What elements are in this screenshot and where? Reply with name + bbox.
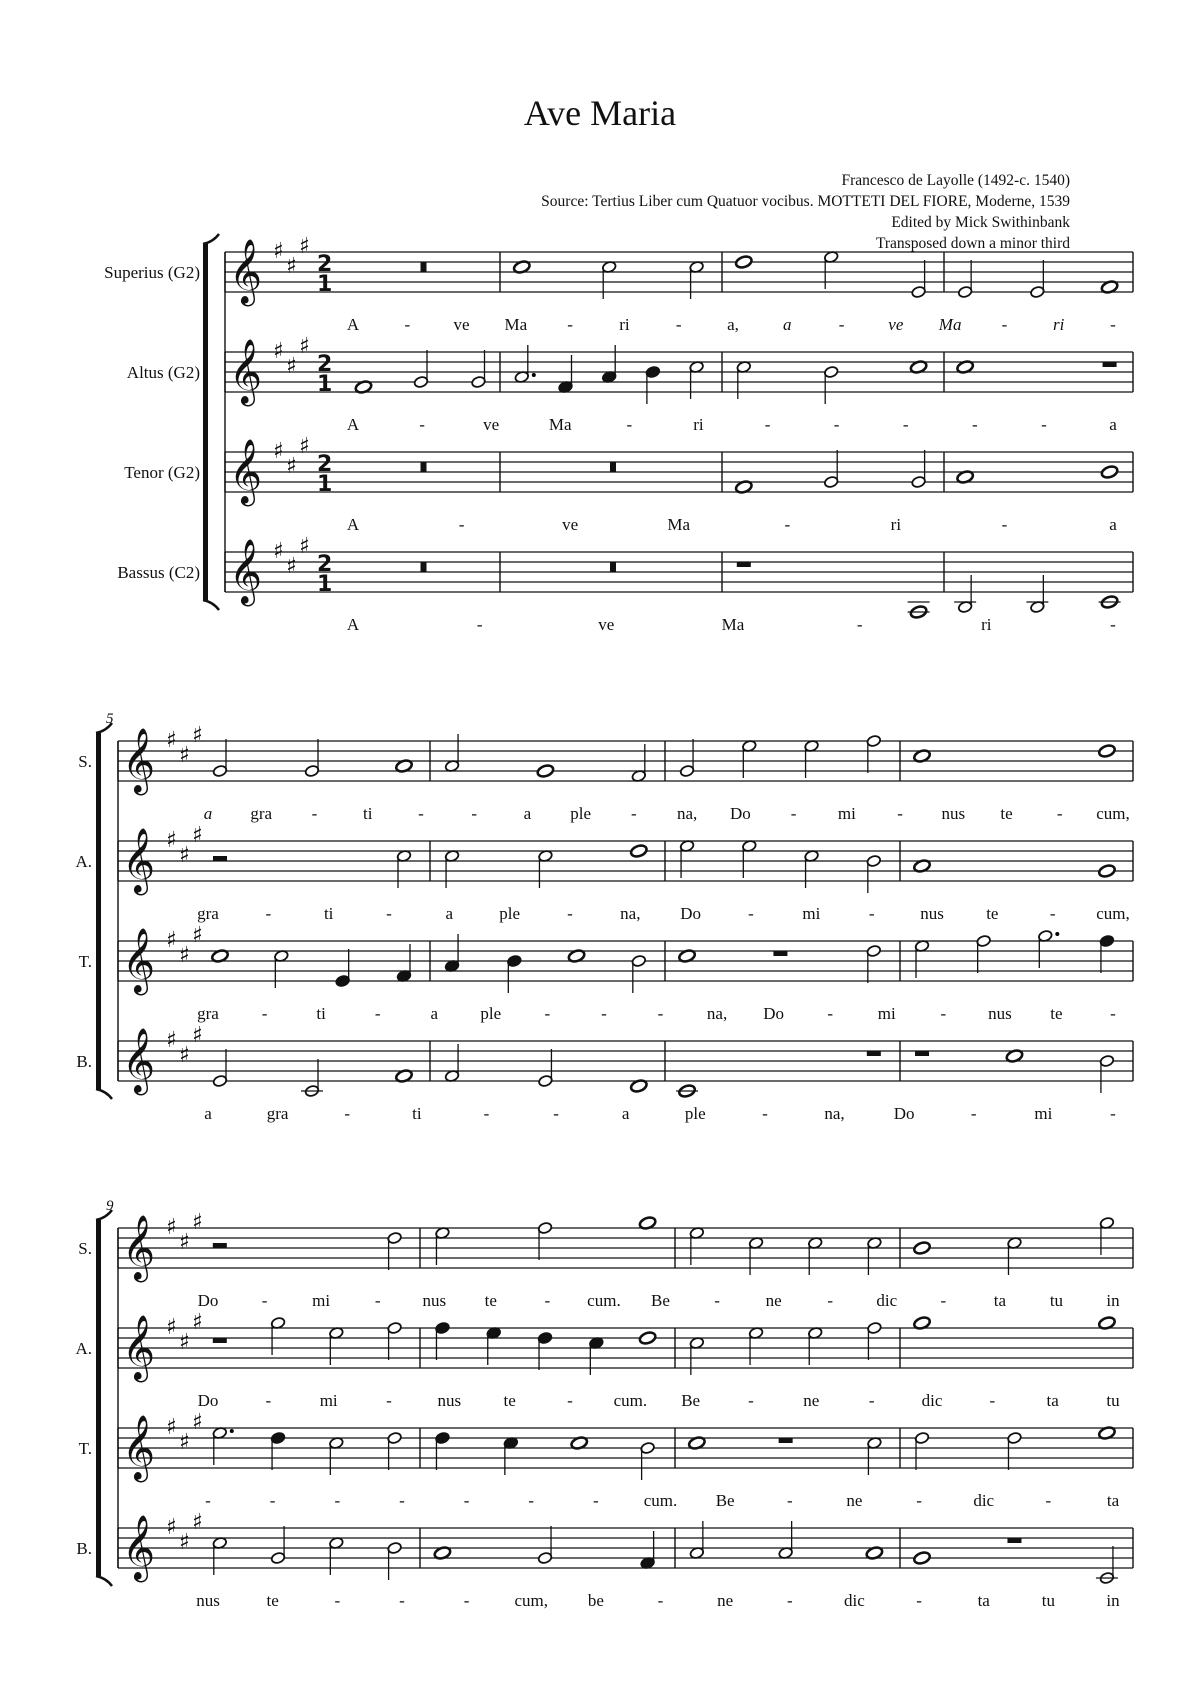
lyric-syllable: te <box>484 1291 497 1310</box>
staff-a-sys2 <box>118 823 1133 895</box>
lyric-syllable: - <box>675 315 682 334</box>
sharp-icon: ♯ <box>166 1215 177 1240</box>
sharp-icon: ♯ <box>192 1310 203 1335</box>
lyric-syllable: te <box>986 904 999 923</box>
lyric-syllable: ve <box>888 315 904 334</box>
lyric-syllable: ta <box>977 1591 990 1610</box>
part-name: B. <box>76 1052 92 1071</box>
lyric-syllable: nus <box>196 1591 220 1610</box>
treble-clef-icon: 𝄞 <box>122 1028 156 1093</box>
lyric-syllable: ri <box>693 415 704 434</box>
lyric-syllable: a <box>203 804 213 823</box>
lyric-syllable: na, <box>824 1104 845 1123</box>
staff-a-sys1 <box>225 334 1133 406</box>
note-head <box>1098 864 1116 879</box>
lyric-syllable: tu <box>1049 1291 1064 1310</box>
sharp-icon: ♯ <box>166 1028 177 1053</box>
staff-b-sys1 <box>225 534 1133 619</box>
lyric-syllable: ve <box>483 415 500 434</box>
lyric-syllable: te <box>1000 804 1013 823</box>
lyric-syllable: - <box>631 804 637 823</box>
lyric-syllable: nus <box>437 1391 462 1410</box>
lyric-syllable: a, <box>727 315 739 334</box>
time-signature-bottom: 1 <box>317 572 333 597</box>
sharp-icon: ♯ <box>179 843 190 868</box>
lyric-syllable: mi <box>837 804 856 823</box>
whole-rest-icon <box>737 562 751 567</box>
lyric-syllable: a <box>430 1004 439 1023</box>
lyric-syllable: - <box>784 515 791 534</box>
bracket-bottom <box>96 1576 112 1586</box>
lyric-syllable: - <box>902 415 909 434</box>
lyric-syllable: - <box>916 1491 922 1510</box>
lyric-syllable: - <box>404 315 411 334</box>
whole-rest-icon <box>1007 1538 1021 1543</box>
treble-clef-icon: 𝄞 <box>122 828 156 893</box>
lyric-syllable: - <box>838 315 845 334</box>
lyric-syllable: - <box>544 1004 551 1023</box>
note-head <box>735 255 753 270</box>
lyric-syllable: nus <box>988 1004 1012 1023</box>
page-title: Ave Maria <box>523 93 677 133</box>
source-credit: Source: Tertius Liber cum Quatuor vocibus. MOTTETI DEL FIORE, Moderne, 1539 <box>541 193 1070 210</box>
staff-b-sys3 <box>118 1510 1133 1585</box>
lyric-syllable: ve <box>598 615 615 634</box>
lyric-syllable: A <box>346 515 360 534</box>
sharp-icon: ♯ <box>192 723 203 748</box>
lyric-syllable: - <box>386 1391 392 1410</box>
lyric-syllable: - <box>544 1291 551 1310</box>
lyric-syllable: - <box>1045 1491 1052 1510</box>
lyric-syllable: - <box>971 415 978 434</box>
lyric-syllable: - <box>714 1291 720 1310</box>
lyric-syllable: - <box>471 804 478 823</box>
sharp-icon: ♯ <box>166 828 177 853</box>
lyric-syllable: ve <box>562 515 579 534</box>
bracket-top <box>203 234 219 244</box>
sharp-icon: ♯ <box>273 339 284 364</box>
lyric-syllable: A <box>346 315 360 334</box>
treble-clef-icon: 𝄞 <box>122 1515 156 1580</box>
lyric-syllable: - <box>265 904 272 923</box>
lyric-syllable: ple <box>499 904 521 923</box>
part-name: S. <box>78 752 92 771</box>
staff-t-sys1 <box>225 434 1133 506</box>
lyric-syllable: cum, <box>1096 904 1130 923</box>
sharp-icon: ♯ <box>179 943 190 968</box>
sharp-icon: ♯ <box>192 1510 203 1535</box>
lyric-syllable: - <box>311 804 318 823</box>
whole-rest-icon <box>213 1338 227 1343</box>
dot <box>1055 932 1059 936</box>
part-name: Tenor (G2) <box>124 463 200 482</box>
lyric-syllable: gra <box>197 1004 219 1023</box>
system-bracket <box>96 1220 101 1576</box>
lyric-syllable: - <box>748 1391 754 1410</box>
breve-rest-icon <box>610 562 616 572</box>
lyric-syllable: - <box>827 1004 834 1023</box>
lyric-syllable: Ma <box>667 515 691 534</box>
time-signature-top: 2 <box>317 352 333 377</box>
lyric-syllable: ti <box>362 804 373 823</box>
lyric-syllable: - <box>989 1391 996 1410</box>
time-signature-bottom: 1 <box>317 372 333 397</box>
lyric-syllable: - <box>868 1391 875 1410</box>
sharp-icon: ♯ <box>299 334 310 359</box>
lyric-syllable: dic <box>876 1291 898 1310</box>
lyric-syllable: - <box>334 1491 341 1510</box>
lyric-syllable: Do <box>763 1004 785 1023</box>
lyric-syllable: gra <box>197 904 219 923</box>
note-head <box>638 1331 656 1346</box>
staff-s-sys3 <box>118 1210 1133 1282</box>
lyric-syllable: na, <box>676 804 698 823</box>
lyric-syllable: - <box>1056 804 1063 823</box>
lyric-syllable: - <box>940 1004 947 1023</box>
system-bracket <box>203 244 208 600</box>
lyric-syllable: - <box>265 1391 272 1410</box>
lyric-syllable: - <box>868 904 875 923</box>
lyric-syllable: Ma <box>938 315 962 334</box>
lyric-syllable: - <box>748 904 754 923</box>
lyric-syllable: nus <box>920 904 944 923</box>
lyric-syllable: Be <box>715 1491 735 1510</box>
whole-rest-icon <box>1103 362 1117 367</box>
lyric-syllable: - <box>344 1104 351 1123</box>
lyric-syllable: - <box>657 1591 664 1610</box>
lyric-syllable: gra <box>250 804 273 823</box>
lyric-syllable: mi <box>319 1391 338 1410</box>
time-signature-bottom: 1 <box>317 272 333 297</box>
lyric-syllable: dic <box>844 1591 865 1610</box>
sharp-icon: ♯ <box>192 923 203 948</box>
sharp-icon: ♯ <box>299 534 310 559</box>
note-head <box>1100 465 1118 480</box>
measure-number: 9 <box>106 1198 114 1214</box>
lyric-syllable: a <box>1109 415 1117 434</box>
lyric-syllable: Do <box>893 1104 915 1123</box>
lyric-syllable: tu <box>1106 1391 1120 1410</box>
dot <box>230 1429 234 1433</box>
lyric-syllable: - <box>334 1591 341 1610</box>
lyric-syllable: ne <box>717 1591 734 1610</box>
dot <box>532 373 536 377</box>
lyric-syllable: te <box>503 1391 516 1410</box>
lyric-syllable: a <box>783 315 792 334</box>
lyric-syllable: - <box>419 415 425 434</box>
lyric-syllable: - <box>593 1491 599 1510</box>
time-signature-top: 2 <box>317 452 333 477</box>
lyric-syllable: - <box>970 1104 977 1123</box>
treble-clef-icon: 𝄞 <box>122 1315 156 1380</box>
lyric-syllable: - <box>261 1004 268 1023</box>
lyric-syllable: Ma <box>548 415 572 434</box>
lyric-syllable: - <box>463 1491 470 1510</box>
lyric-syllable: A <box>346 415 360 434</box>
lyric-syllable: cum. <box>613 1391 648 1410</box>
lyric-syllable: A <box>346 615 360 634</box>
lyric-syllable: ta <box>993 1291 1007 1310</box>
lyric-syllable: - <box>567 1391 573 1410</box>
bracket-bottom <box>203 600 219 610</box>
lyric-syllable: - <box>399 1591 405 1610</box>
lyric-syllable: - <box>1110 1004 1116 1023</box>
lyric-syllable: - <box>790 804 797 823</box>
sharp-icon: ♯ <box>286 554 297 579</box>
lyric-syllable: - <box>856 615 863 634</box>
composer-credit: Francesco de Layolle (1492-c. 1540) <box>841 172 1070 189</box>
lyric-syllable: Ma <box>721 615 745 634</box>
part-name: T. <box>78 1439 92 1458</box>
time-signature-top: 2 <box>317 552 333 577</box>
staff-s-sys2 <box>118 723 1133 795</box>
lyric-syllable: ti <box>323 904 334 923</box>
lyric-syllable: - <box>764 415 771 434</box>
lyric-syllable: a <box>523 804 532 823</box>
lyric-syllable: nus <box>941 804 966 823</box>
whole-rest-icon <box>773 951 787 956</box>
lyric-syllable: Ma <box>504 315 528 334</box>
treble-clef-icon: 𝄞 <box>229 439 263 504</box>
treble-clef-icon: 𝄞 <box>122 1215 156 1280</box>
lyric-syllable: - <box>553 1104 559 1123</box>
lyric-syllable: mi <box>1034 1104 1053 1123</box>
lyric-syllable: ne <box>765 1291 782 1310</box>
lyric-syllable: ple <box>570 804 592 823</box>
staff-s-sys1 <box>225 234 1133 306</box>
part-name: T. <box>78 952 92 971</box>
sharp-icon: ♯ <box>166 1515 177 1540</box>
sharp-icon: ♯ <box>166 1415 177 1440</box>
lyric-syllable: ple <box>684 1104 706 1123</box>
lyric-syllable: - <box>1001 315 1008 334</box>
part-name: A. <box>75 852 92 871</box>
lyric-syllable: dic <box>921 1391 943 1410</box>
lyric-syllable: in <box>1106 1291 1120 1310</box>
sharp-icon: ♯ <box>192 823 203 848</box>
lyric-syllable: - <box>1041 415 1047 434</box>
staff-b-sys2 <box>118 1023 1133 1098</box>
lyric-syllable: - <box>762 1104 768 1123</box>
lyric-syllable: - <box>1110 315 1116 334</box>
treble-clef-icon: 𝄞 <box>229 339 263 404</box>
sharp-icon: ♯ <box>286 354 297 379</box>
lyric-syllable: - <box>386 904 392 923</box>
treble-clef-icon: 𝄞 <box>122 928 156 993</box>
staff-t-sys3 <box>118 1410 1133 1482</box>
staff-a-sys3 <box>118 1310 1133 1382</box>
lyric-syllable: Do <box>197 1291 219 1310</box>
lyric-syllable: Be <box>651 1291 670 1310</box>
time-signature-bottom: 1 <box>317 472 333 497</box>
lyric-syllable: - <box>528 1491 535 1510</box>
breve-rest-icon <box>421 462 427 472</box>
lyric-syllable: - <box>374 1291 381 1310</box>
lyric-syllable: in <box>1106 1591 1120 1610</box>
breve-rest-icon <box>421 562 427 572</box>
note-head <box>913 1551 931 1566</box>
lyric-syllable: Do <box>680 904 702 923</box>
sharp-icon: ♯ <box>299 234 310 259</box>
system-bracket <box>96 733 101 1089</box>
sharp-icon: ♯ <box>286 254 297 279</box>
lyric-syllable: nus <box>422 1291 447 1310</box>
lyric-syllable: Do <box>197 1391 219 1410</box>
lyric-syllable: - <box>567 904 573 923</box>
lyric-syllable: - <box>458 515 465 534</box>
lyric-syllable: - <box>916 1591 922 1610</box>
lyric-syllable: na, <box>620 904 641 923</box>
treble-clef-icon: 𝄞 <box>229 539 263 604</box>
half-rest-icon <box>213 1243 227 1248</box>
lyric-syllable: ti <box>316 1004 326 1023</box>
sharp-icon: ♯ <box>179 1230 190 1255</box>
sharp-icon: ♯ <box>273 539 284 564</box>
editor-credit: Edited by Mick Swithinbank <box>891 214 1070 231</box>
lyric-syllable: Do <box>729 804 751 823</box>
sharp-icon: ♯ <box>192 1410 203 1435</box>
sharp-icon: ♯ <box>179 1330 190 1355</box>
sharp-icon: ♯ <box>299 434 310 459</box>
lyric-syllable: - <box>399 1491 405 1510</box>
lyric-syllable: - <box>601 1004 607 1023</box>
whole-rest-icon <box>779 1438 793 1443</box>
note-head <box>630 844 648 859</box>
note-head <box>913 1241 931 1256</box>
lyric-syllable: - <box>1001 515 1008 534</box>
sharp-icon: ♯ <box>273 439 284 464</box>
lyric-syllable: - <box>657 1004 664 1023</box>
staff-t-sys2 <box>118 923 1133 995</box>
note-head <box>536 764 554 779</box>
breve-rest-icon <box>610 462 616 472</box>
lyric-syllable: ri <box>981 615 992 634</box>
lyric-syllable: ri <box>1053 315 1065 334</box>
whole-rest-icon <box>915 1051 929 1056</box>
treble-clef-icon: 𝄞 <box>122 728 156 793</box>
half-rest-icon <box>213 856 227 861</box>
lyric-syllable: a <box>445 904 454 923</box>
lyric-syllable: ta <box>1106 1491 1120 1510</box>
part-name: Superius (G2) <box>104 263 200 282</box>
sharp-icon: ♯ <box>179 1430 190 1455</box>
lyric-syllable: - <box>1110 615 1116 634</box>
note-head <box>1098 744 1116 759</box>
lyric-syllable: - <box>261 1291 268 1310</box>
lyric-syllable: - <box>483 1104 490 1123</box>
lyric-syllable: cum. <box>643 1491 678 1510</box>
lyric-syllable: gra <box>266 1104 289 1123</box>
sharp-icon: ♯ <box>179 1530 190 1555</box>
lyric-syllable: mi <box>802 904 821 923</box>
transposition-note: Transposed down a minor third <box>875 235 1070 252</box>
measure-number: 5 <box>106 711 114 727</box>
lyric-syllable: - <box>833 415 840 434</box>
sharp-icon: ♯ <box>273 239 284 264</box>
lyric-syllable: a <box>621 1104 630 1123</box>
sharp-icon: ♯ <box>166 928 177 953</box>
breve-rest-icon <box>421 262 427 272</box>
part-name: A. <box>75 1339 92 1358</box>
treble-clef-icon: 𝄞 <box>122 1415 156 1480</box>
lyric-syllable: na, <box>706 1004 728 1023</box>
lyric-syllable: - <box>626 415 633 434</box>
lyric-syllable: - <box>418 804 424 823</box>
bracket-bottom <box>96 1089 112 1099</box>
lyric-syllable: ne <box>846 1491 863 1510</box>
lyric-syllable: - <box>567 315 573 334</box>
lyric-syllable: cum, <box>1096 804 1130 823</box>
lyric-syllable: - <box>205 1491 211 1510</box>
lyric-syllable: a <box>204 1104 212 1123</box>
sharp-icon: ♯ <box>166 728 177 753</box>
lyric-syllable: Be <box>681 1391 701 1410</box>
lyric-syllable: - <box>476 615 483 634</box>
lyric-syllable: - <box>786 1491 793 1510</box>
lyric-syllable: ve <box>453 315 470 334</box>
sharp-icon: ♯ <box>192 1023 203 1048</box>
lyric-syllable: ri <box>619 315 630 334</box>
lyric-syllable: - <box>827 1291 834 1310</box>
lyric-syllable: mi <box>312 1291 331 1310</box>
sharp-icon: ♯ <box>166 1315 177 1340</box>
whole-rest-icon <box>867 1051 881 1056</box>
treble-clef-icon: 𝄞 <box>229 239 263 304</box>
lyric-syllable: te <box>266 1591 279 1610</box>
lyric-syllable: mi <box>877 1004 896 1023</box>
part-name: Bassus (C2) <box>117 563 200 582</box>
lyric-syllable: te <box>1050 1004 1063 1023</box>
lyric-syllable: - <box>1110 1104 1116 1123</box>
sharp-icon: ♯ <box>192 1210 203 1235</box>
sharp-icon: ♯ <box>179 743 190 768</box>
lyric-syllable: - <box>269 1491 276 1510</box>
lyric-syllable: ti <box>412 1104 422 1123</box>
sharp-icon: ♯ <box>286 454 297 479</box>
sharp-icon: ♯ <box>179 1043 190 1068</box>
time-signature-top: 2 <box>317 252 333 277</box>
lyric-syllable: - <box>786 1591 793 1610</box>
lyric-syllable: be <box>587 1591 604 1610</box>
part-name: Altus (G2) <box>126 363 200 382</box>
lyric-syllable: - <box>374 1004 381 1023</box>
lyric-syllable: - <box>897 804 903 823</box>
lyric-syllable: ple <box>480 1004 502 1023</box>
lyric-syllable: - <box>463 1591 470 1610</box>
lyric-syllable: cum. <box>587 1291 621 1310</box>
part-name: B. <box>76 1539 92 1558</box>
lyric-syllable: ri <box>890 515 902 534</box>
lyric-syllable: - <box>1049 904 1056 923</box>
lyric-syllable: ne <box>803 1391 820 1410</box>
lyric-syllable: - <box>940 1291 947 1310</box>
lyric-syllable: cum, <box>514 1591 548 1610</box>
part-name: S. <box>78 1239 92 1258</box>
lyric-syllable: dic <box>973 1491 995 1510</box>
lyric-syllable: a <box>1109 515 1117 534</box>
lyric-syllable: tu <box>1041 1591 1055 1610</box>
lyric-syllable: ta <box>1046 1391 1059 1410</box>
